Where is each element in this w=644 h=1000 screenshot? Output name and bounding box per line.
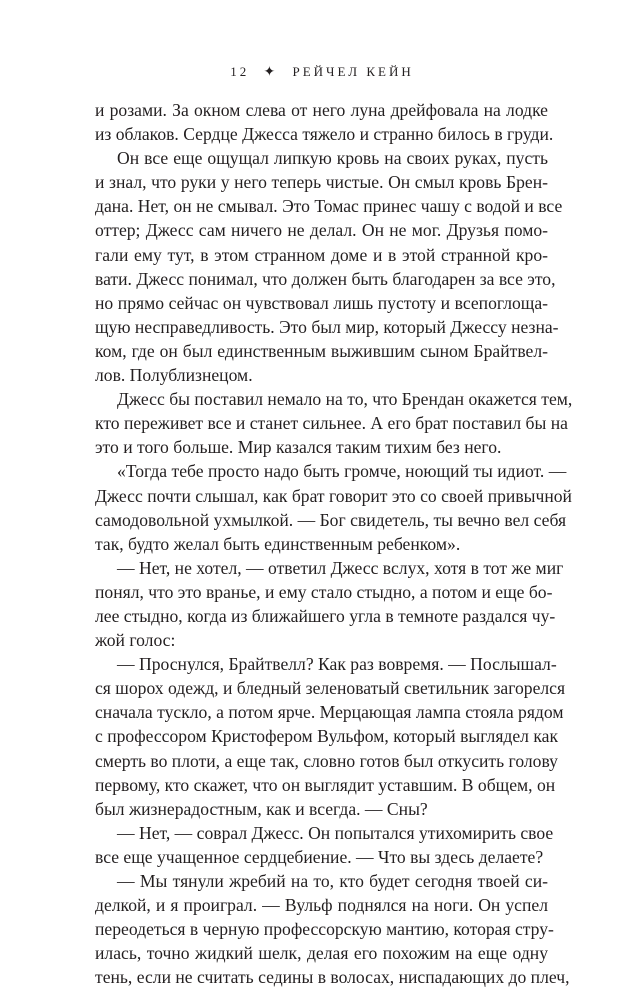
text-line: переодеться в черную профессорскую мантию, которая стру-	[95, 919, 554, 940]
text-line: был жизнерадостным, как и всегда. — Сны?	[95, 798, 428, 819]
text-line: щую несправедливость. Это был мир, который Джессу незна-	[95, 316, 559, 337]
paragraph	[95, 146, 563, 387]
paragraph	[95, 556, 564, 652]
text-line: илась, точно жидкий шелк, делая его похожим на еще одну	[95, 943, 548, 964]
text-line: но прямо сейчас он чувствовал лишь пустоту и всепоглоща-	[95, 292, 548, 313]
text-line: это и того больше. Мир казался таким тихим без него.	[95, 437, 502, 458]
paragraph	[95, 652, 566, 821]
text-line: — Проснулся, Брайтвелл? Как раз вовремя. — Послышал-	[117, 654, 557, 675]
text-line: самодовольной ухмылкой. — Бог свидетель, ты вечно вел себя	[95, 509, 567, 530]
text-line: лов. Полублизнецом.	[95, 365, 253, 386]
text-line: — Мы тянули жребий на то, кто будет сегодня твоей си-	[117, 871, 548, 891]
text-line: кто переживет все и станет сильнее. А его брат поставил бы на	[95, 413, 568, 434]
text-line: «Тогда тебе просто надо быть громче, ноющий ты идиот. —	[117, 461, 567, 482]
paragraph	[95, 98, 554, 146]
text-line: Джесс почти слышал, как брат говорит это со своей привычной	[95, 485, 572, 506]
text-line: так, будто желал быть единственным ребенком».	[95, 533, 461, 554]
text-line: дана. Нет, он не смывал. Это Томас принес чашу с водой и все	[95, 196, 563, 217]
text-line: из облаков. Сердце Джесса тяжело и странно билось в груди.	[95, 124, 554, 145]
paragraph	[95, 387, 573, 459]
text-line: делкой, и я проиграл. — Вульф поднялся на ноги. Он успел	[95, 895, 548, 916]
text-line: с профессором Кристофером Вульфом, который выглядел как	[95, 726, 559, 747]
text-line: оттер; Джесс сам ничего не делал. Он не мог. Друзья помо-	[95, 220, 548, 241]
text-line: и розами. За окном слева от него луна дрейфовала на лодке	[95, 100, 548, 120]
body-text	[95, 98, 573, 989]
ornament-star-icon: ✦	[263, 65, 279, 80]
text-line: сначала тускло, а потом ярче. Мерцающая лампа стояла рядом	[95, 702, 564, 723]
text-line: гали ему тут, в этом странном доме и в этой странной кро-	[95, 244, 548, 265]
text-line: вати. Джесс понимал, что должен быть благодарен за все это,	[95, 268, 556, 289]
text-line: первому, кто скажет, что он выглядит уставшим. В общем, он	[95, 774, 556, 795]
text-line: все еще учащенное сердцебиение. — Что вы здесь делаете?	[95, 846, 544, 867]
text-line: Он все еще ощущал липкую кровь на своих руках, пусть	[117, 148, 548, 169]
text-line: жой голос:	[95, 630, 176, 651]
text-line: лее стыдно, когда из ближайшего угла в темноте раздался чу-	[95, 605, 556, 626]
text-line: и знал, что руки у него теперь чистые. Он смыл кровь Брен-	[95, 172, 548, 193]
page-number: 12	[230, 64, 250, 79]
text-line: Джесс бы поставил немало на то, что Брендан окажется тем,	[117, 389, 573, 410]
text-line: тень, если не считать седины в волосах, ниспадающих до плеч,	[95, 967, 570, 988]
paragraph	[95, 459, 572, 555]
text-line: смерть во плоти, а еще так, словно готов был откусить голову	[95, 750, 558, 771]
text-line: — Нет, не хотел, — ответил Джесс вслух, хотя в тот же миг	[117, 557, 564, 578]
text-line: ком, где он был единственным выжившим сыном Брайтвел-	[95, 340, 548, 361]
paragraph	[95, 821, 554, 869]
text-line: ся шорох одежд, и бледный зеленоватый светильник загорелся	[95, 678, 566, 699]
paragraph	[95, 869, 570, 989]
running-header	[0, 64, 644, 81]
text-line: понял, что это вранье, и ему стало стыдно, а потом и еще бо-	[95, 581, 553, 602]
author-name: РЕЙЧЕЛ КЕЙН	[292, 64, 414, 79]
text-line: — Нет, — соврал Джесс. Он попытался утихомирить свое	[117, 822, 554, 843]
